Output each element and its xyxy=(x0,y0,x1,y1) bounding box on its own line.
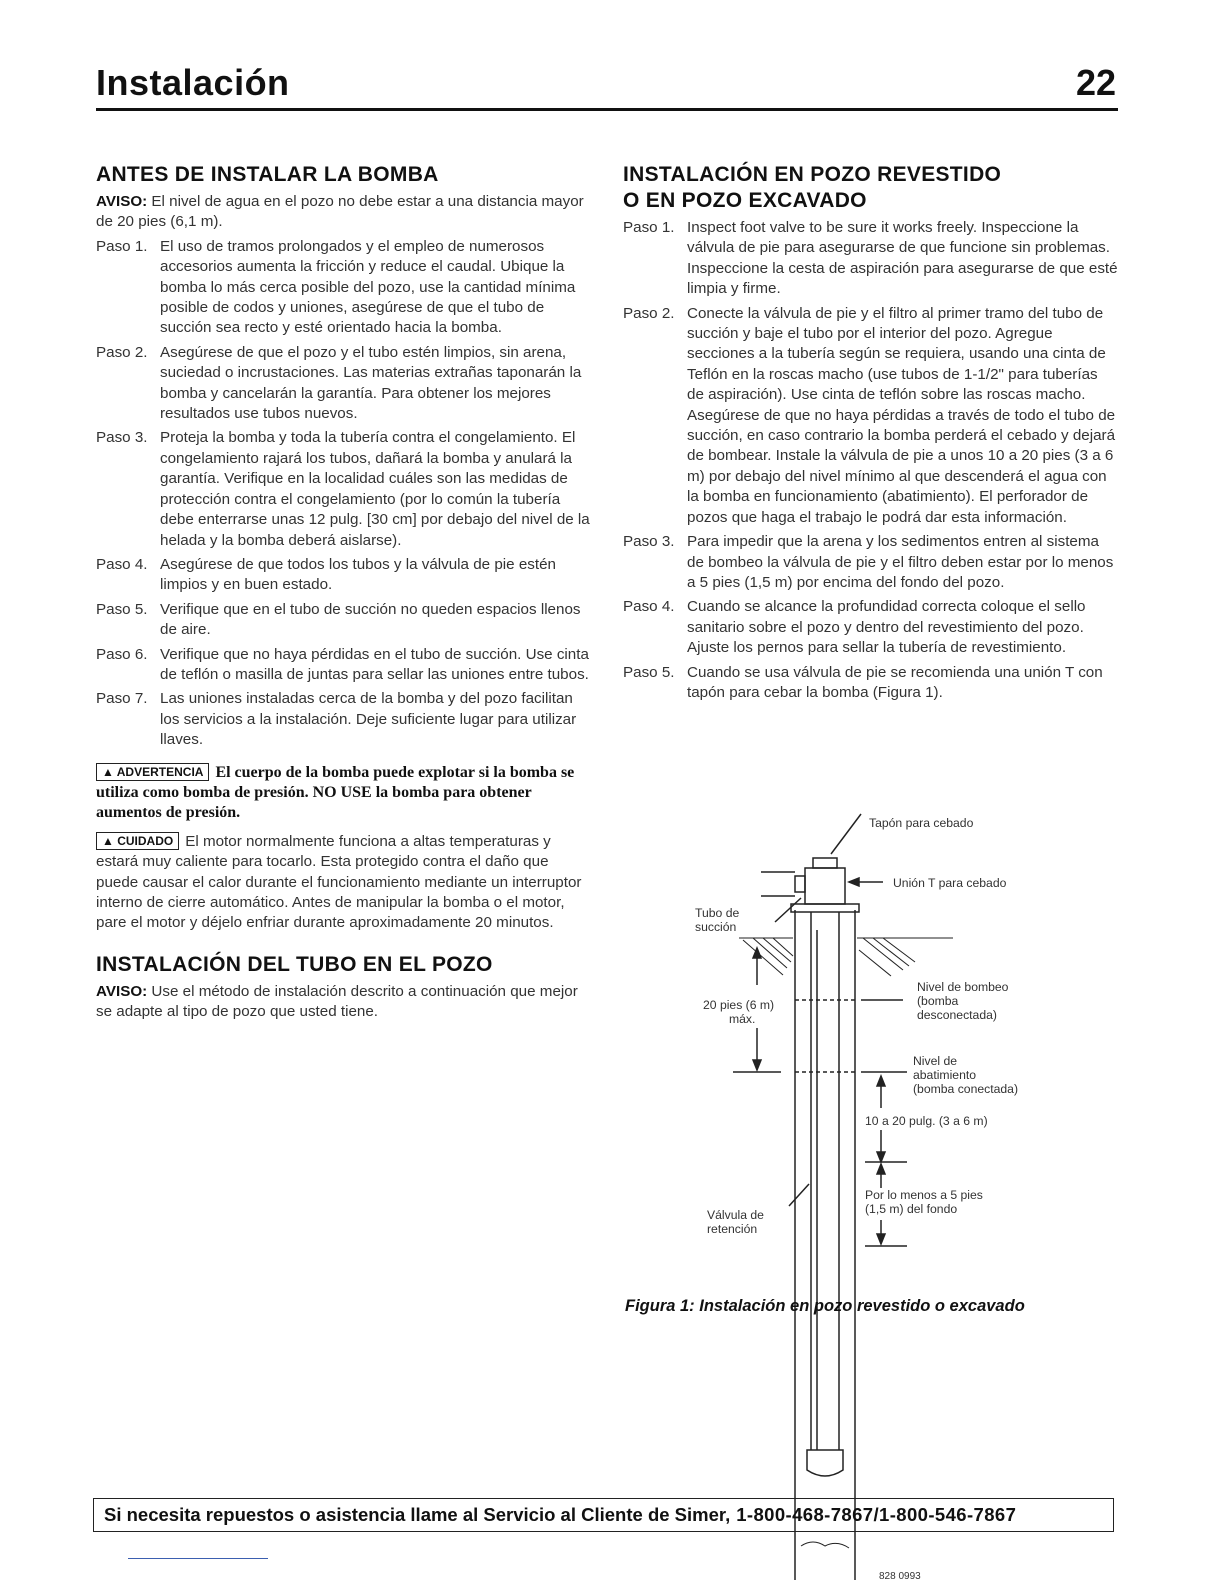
step xyxy=(96,600,592,641)
footer-text: Si necesita repuestos o asistencia llame al Servicio al Cliente de Simer, xyxy=(104,1504,731,1525)
warning-text: El cuerpo de la bomba puede explotar si la bomba se utiliza como bomba de presión. NO USE la bomba para obtener aumentos de presión. xyxy=(96,763,575,822)
header-divider xyxy=(96,108,1118,111)
step xyxy=(623,663,1118,704)
pump-head xyxy=(805,868,845,904)
step-text: El uso de tramos prolongados y el empleo de numerosos accesorios aumenta la fricción y reduce el caudal. Ubique la bomba lo más cerca posible del pozo, use la cantidad mínima posible de codos y uniones, asegúrese de que el tubo de succión sea recto y esté orientado hacia la bomba. xyxy=(160,237,576,337)
section-heading-pozo xyxy=(623,162,1118,214)
step-text: Asegúrese de que todos los tubos y la válvula de pie estén limpios y en buen estado. xyxy=(160,555,556,594)
label-abatimiento-3: (bomba conectada) xyxy=(913,1082,1019,1096)
step-label: Paso 2. xyxy=(96,343,148,361)
label-fondo-2: (1,5 m) del fondo xyxy=(865,1202,958,1216)
section-tubo xyxy=(96,952,592,1023)
step-text: Verifique que en el tubo de succión no queden espacios llenos de aire. xyxy=(160,600,581,639)
step-label: Paso 5. xyxy=(96,600,148,618)
step-label: Paso 4. xyxy=(96,555,148,573)
tee-fitting xyxy=(795,876,805,892)
heading-line: INSTALACIÓN EN POZO REVESTIDO xyxy=(623,163,1002,186)
step xyxy=(96,237,592,339)
warning-block xyxy=(96,763,592,824)
left-column xyxy=(96,162,592,1027)
label-union: Unión T para cebado xyxy=(893,876,1007,890)
priming-plug xyxy=(813,858,837,868)
step-text: Las uniones instaladas cerca de la bomba y del pozo facilitan los servicios a la instalación. Deje suficiente lugar para utilizar llaves. xyxy=(160,690,577,749)
label-dist-2: máx. xyxy=(729,1012,756,1026)
page-title: Instalación xyxy=(96,62,290,103)
step xyxy=(623,532,1118,593)
heading-line: O EN POZO EXCAVADO xyxy=(623,189,867,212)
step-label: Paso 1. xyxy=(623,219,675,236)
step xyxy=(96,428,592,550)
right-column xyxy=(623,162,1118,707)
support-footer xyxy=(93,1498,1114,1532)
caution-badge: ▲ CUIDADO xyxy=(96,832,179,850)
step-text: Conecte la válvula de pie y el filtro al primer tramo del tubo de succión y baje el tubo por el interior del pozo. Agregue secciones a la tubería según se requiera, usando una cinta de Teflón en la roscas macho (use tubos de 1-1/2" para tuberías de aspiración). Use cinta de teflón sobre las roscas macho. Asegúrese de que no haya pérdidas a través de todo el tubo de succión, en caso contrario la bomba perderá el cebado y dejará de bombear. Instale la válvula de pie a unos 10 a 20 pies (3 a 6 m) por debajo del nivel mínimo al que descenderá el agua con la bomba en funcionamiento (abatimiento). El perforador de pozos que haga el trabajo le podrá dar esta información. xyxy=(687,304,1116,526)
aviso-label: AVISO: xyxy=(96,982,148,1000)
step xyxy=(96,343,592,425)
page-number: 22 xyxy=(1075,62,1116,103)
aviso-text: Use el método de instalación descrito a continuación que mejor se adapte al tipo de pozo que usted tiene. xyxy=(96,982,578,1021)
label-abatimiento-2: abatimiento xyxy=(913,1068,977,1082)
aviso-note xyxy=(96,192,592,233)
label-valvula-2: retención xyxy=(707,1222,758,1236)
aviso-text: El nivel de agua en el pozo no debe estar a una distancia mayor de 20 pies (6,1 m). xyxy=(96,193,584,231)
section-heading-antes: ANTES DE INSTALAR LA BOMBA xyxy=(96,163,439,186)
step-text: Verifique que no haya pérdidas en el tubo de succión. Use cinta de teflón o masilla de juntas para sellar las uniones entre tubos. xyxy=(160,645,589,683)
step xyxy=(96,555,592,596)
label-nivel-bombeo-1: Nivel de bombeo xyxy=(917,980,1009,994)
label-dist-1: 20 pies (6 m) xyxy=(703,998,775,1012)
step xyxy=(96,645,592,686)
caution-text: El motor normalmente funciona a altas temperaturas y estará muy caliente para tocarlo. Esta protegido contra el daño que puede causar el calor durante el funcionamiento mediante un interruptor interno de cierre automático. Antes de manipular la bomba o el motor, pare el motor y déjelo enfriar durante aproximadamente 20 minutos. xyxy=(96,832,582,932)
figure-caption: Figura 1: Instalación en pozo revestido o excavado xyxy=(625,1297,1025,1315)
aviso-label: AVISO: xyxy=(96,193,148,210)
step-text: Cuando se usa válvula de pie se recomienda una unión T con tapón para cebar la bomba (Figura 1). xyxy=(687,663,1103,701)
step-label: Paso 6. xyxy=(96,645,148,663)
caution-block xyxy=(96,832,592,934)
label-nivel-bombeo-3: desconectada) xyxy=(917,1008,997,1022)
sediment xyxy=(801,1542,849,1548)
label-nivel-bombeo-2: (bomba xyxy=(917,994,959,1008)
step-text: Cuando se alcance la profundidad correcta coloque el sello sanitario sobre el pozo y dentro del revestimiento del pozo. Ajuste los pernos para sellar la tubería de revestimiento. xyxy=(687,598,1086,657)
well-installation-figure xyxy=(683,810,1083,1590)
step-label: Paso 1. xyxy=(96,237,148,255)
warning-badge: ▲ ADVERTENCIA xyxy=(96,763,209,781)
step xyxy=(623,597,1118,658)
aviso-note xyxy=(96,982,592,1023)
label-tubo-2: succión xyxy=(695,920,737,934)
label-rango: 10 a 20 pulg. (3 a 6 m) xyxy=(865,1114,988,1128)
step-text: Asegúrese de que el pozo y el tubo estén limpios, sin arena, suciedad o incrustaciones. Las materias extrañas taponarán la bomba y cancelarán la garantía. Para obtener los mejores resultados use tubos nuevos. xyxy=(160,343,582,423)
footer-phones: 1-800-468-7867/1-800-546-7867 xyxy=(736,1504,1017,1525)
step-label: Paso 7. xyxy=(96,690,148,708)
step-text: Para impedir que la arena y los sedimentos entren al sistema de bombeo la válvula de pie y el filtro deben estar por lo menos a 5 pies (1,5 m) por encima del fondo del pozo. xyxy=(687,533,1114,591)
step xyxy=(623,218,1118,300)
bottom-accent-line xyxy=(128,1558,268,1559)
step-label: Paso 5. xyxy=(623,663,675,681)
step-label: Paso 3. xyxy=(623,533,675,551)
label-fondo-1: Por lo menos a 5 pies xyxy=(865,1188,983,1202)
step-text: Inspect foot valve to be sure it works freely. Inspeccione la válvula de pie para asegurarse de que funcione sin problemas. Inspeccione la cesta de aspiración para asegurarse de que esté limpia y firme. xyxy=(687,219,1118,298)
figure-code: 828 0993 xyxy=(879,1571,921,1582)
label-tapon: Tapón para cebado xyxy=(869,816,974,830)
label-valvula-1: Válvula de xyxy=(707,1208,764,1222)
label-tubo-1: Tubo de xyxy=(695,906,740,920)
foot-valve xyxy=(807,1450,843,1476)
step-label: Paso 3. xyxy=(96,429,148,447)
step xyxy=(96,689,592,750)
section-heading-tubo: INSTALACIÓN DEL TUBO EN EL POZO xyxy=(96,952,493,976)
casing-cap xyxy=(791,904,859,912)
step-label: Paso 2. xyxy=(623,304,675,322)
label-abatimiento-1: Nivel de xyxy=(913,1054,958,1068)
step-label: Paso 4. xyxy=(623,598,675,616)
step-text: Proteja la bomba y toda la tubería contra el congelamiento. El congelamiento rajará los tubos, dañará la bomba y anulará la garantía. Verifique en la localidad cuáles son las medidas de protección contra el congelamiento (por lo común la tubería debe enterrarse unas 12 pulg. [30 cm] por debajo del nivel de la helada y la bomba deberá aislarse). xyxy=(160,429,590,549)
step xyxy=(623,304,1118,528)
